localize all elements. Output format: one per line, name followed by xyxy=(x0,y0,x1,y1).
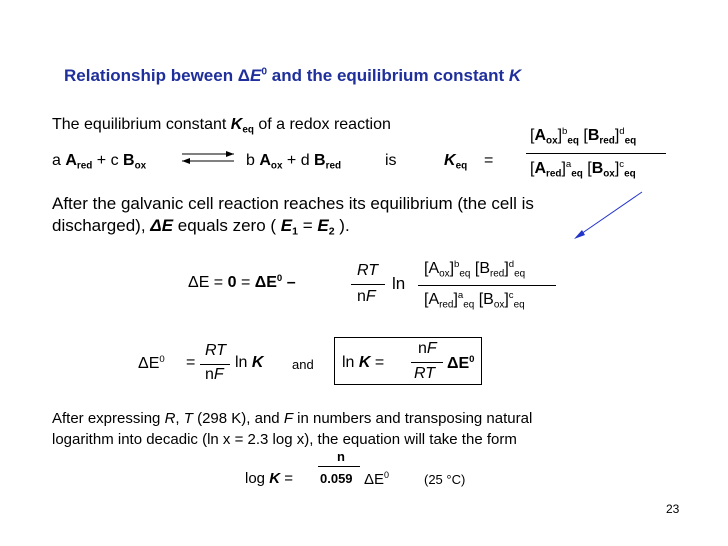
reaction-reactants: a $A_{red} + c$ $B_{ox}$ xyxy=(52,152,147,172)
keq-numerator: $[A_{ox}]^b_{eq}$ $[B_{red}]^d_{eq}$ xyxy=(530,126,637,147)
reaction-is: is xyxy=(385,152,397,169)
main-eq-ln: ln xyxy=(392,274,406,293)
final-eq-0059: 0.059 xyxy=(320,471,353,486)
right-eq-bar xyxy=(411,362,443,363)
main-eq-denominator: $[A_{red}]^a_{eq}$ $[B_{ox}]^c_{eq}$ xyxy=(424,290,525,311)
keq-equals: = xyxy=(484,152,494,169)
right-eq-nf: nF xyxy=(418,340,437,357)
main-eq-lhs: $\Delta E = 0 = \Delta E^0$ – xyxy=(188,273,296,292)
paragraph1-line2: discharged), ΔE equals zero ( $E_1 = E_2$ ). xyxy=(52,216,350,238)
final-eq-temp: (25 °C) xyxy=(424,472,466,487)
left-eq-bar xyxy=(200,364,230,365)
slide-title: Relationship beween $\Delta E^0$ and the equilibrium constant K xyxy=(64,66,522,85)
final-eq-bar xyxy=(318,466,360,467)
main-eq-rt: RT xyxy=(357,262,379,279)
page-number: 23 xyxy=(666,502,680,516)
final-eq-logk: log K = xyxy=(245,470,293,487)
pointer-arrow-icon xyxy=(568,188,648,242)
and-connector: and xyxy=(292,357,314,372)
left-eq-rt: RT xyxy=(205,342,227,359)
main-eq-fraction-bar xyxy=(418,285,556,286)
left-eq-de0: $\Delta E^0$ xyxy=(138,354,165,373)
keq-denominator: $[A_{red}]^a_{eq}$ $[B_{ox}]^c_{eq}$ xyxy=(530,159,636,180)
equilibrium-arrows-icon xyxy=(178,148,238,168)
final-eq-n: n xyxy=(337,449,345,464)
reaction-products: b $A_{ox} + d$ $B_{red}$ xyxy=(246,152,342,172)
right-eq-rt: RT xyxy=(414,365,436,382)
main-eq-nf: nF xyxy=(357,288,376,305)
keq-fraction-bar xyxy=(526,153,666,154)
keq-symbol: $K_{eq}$ xyxy=(444,152,468,172)
main-eq-numerator: $[A_{ox}]^b_{eq}$ $[B_{red}]^d_{eq}$ xyxy=(424,259,526,280)
left-eq-lnk: ln K xyxy=(235,354,264,371)
right-eq-de0: $\Delta E^0$ xyxy=(447,354,475,373)
final-eq-de0: $\Delta E^0$ xyxy=(364,470,390,488)
paragraph1-line1: After the galvanic cell reaction reaches its equilibrium (the cell is xyxy=(52,194,534,213)
right-eq-lnk: ln K = xyxy=(342,354,385,371)
paragraph2-line1: After expressing R, T (298 K), and F in numbers and transposing natural xyxy=(52,410,533,427)
left-eq-nf: nF xyxy=(205,366,224,383)
keq-intro-text: The equilibrium constant $K_{eq}$ of a redox reaction xyxy=(52,116,391,136)
main-eq-rt-bar xyxy=(351,284,385,285)
paragraph2-line2: logarithm into decadic (ln x = 2.3 log x), the equation will take the form xyxy=(52,431,517,448)
left-eq-equals: = xyxy=(186,354,196,371)
